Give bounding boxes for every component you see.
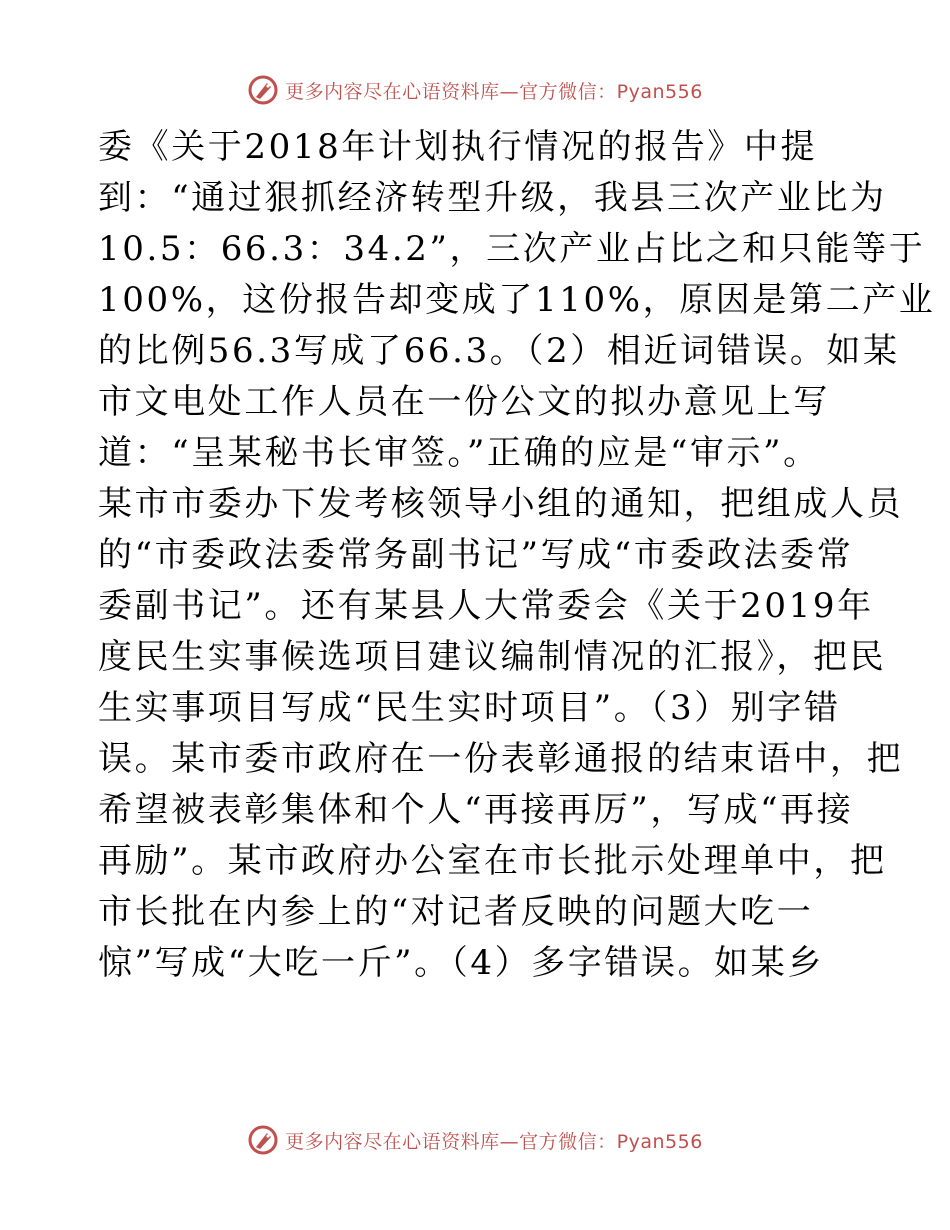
text-line: 度民生实事候选项目建议编制情况的汇报》，把民: [98, 637, 887, 677]
text-line: 再励”。某市政府办公室在市长批示处理单中，把: [98, 841, 887, 881]
text-line: 的“市委政法委常务副书记”写成“市委政法委常: [98, 535, 854, 575]
text-line: 误。某市委市政府在一份表彰通报的结束语中，把: [98, 739, 904, 779]
text-line: 某市市委办下发考核领导小组的通知，把组成人员: [98, 484, 904, 524]
text-line: 委《关于2018年计划执行情况的报告》中提: [98, 127, 818, 167]
text-line: 市长批在内参上的“对记者反映的问题大吃一: [98, 892, 814, 932]
document-body: [98, 122, 936, 989]
footer-banner-text: 更多内容尽在心语资料库—官方微信：Pyan556: [285, 1130, 703, 1153]
text-line: 10.5：66.3：34.2”，三次产业占比之和只能等于: [98, 229, 926, 269]
text-line: 100%，这份报告却变成了110%，原因是第二产业: [98, 280, 936, 320]
footer-banner: [0, 1120, 950, 1160]
header-banner: [0, 70, 950, 110]
text-line: 到：“通过狠抓经济转型升级，我县三次产业比为: [98, 178, 887, 218]
text-line: 市文电处工作人员在一份公文的拟办意见上写: [98, 382, 830, 422]
text-line: 的比例56.3写成了66.3。（2）相近词错误。如某: [98, 331, 900, 371]
pen-nib-logo-icon: [247, 74, 279, 106]
text-line: 生实事项目写成“民生实时项目”。（3）别字错: [98, 688, 841, 728]
text-line: 委副书记”。还有某县人大常委会《关于2019年: [98, 586, 874, 626]
header-banner-text: 更多内容尽在心语资料库—官方微信：Pyan556: [285, 80, 703, 103]
text-line: 惊”写成“大吃一斤”。（4）多字错误。如某乡: [98, 943, 824, 983]
pen-nib-logo-icon: [247, 1124, 279, 1156]
text-line: 道：“呈某秘书长审签。”正确的应是“审示”。: [98, 433, 820, 473]
text-line: 希望被表彰集体和个人“再接再厉”，写成“再接: [98, 790, 854, 830]
